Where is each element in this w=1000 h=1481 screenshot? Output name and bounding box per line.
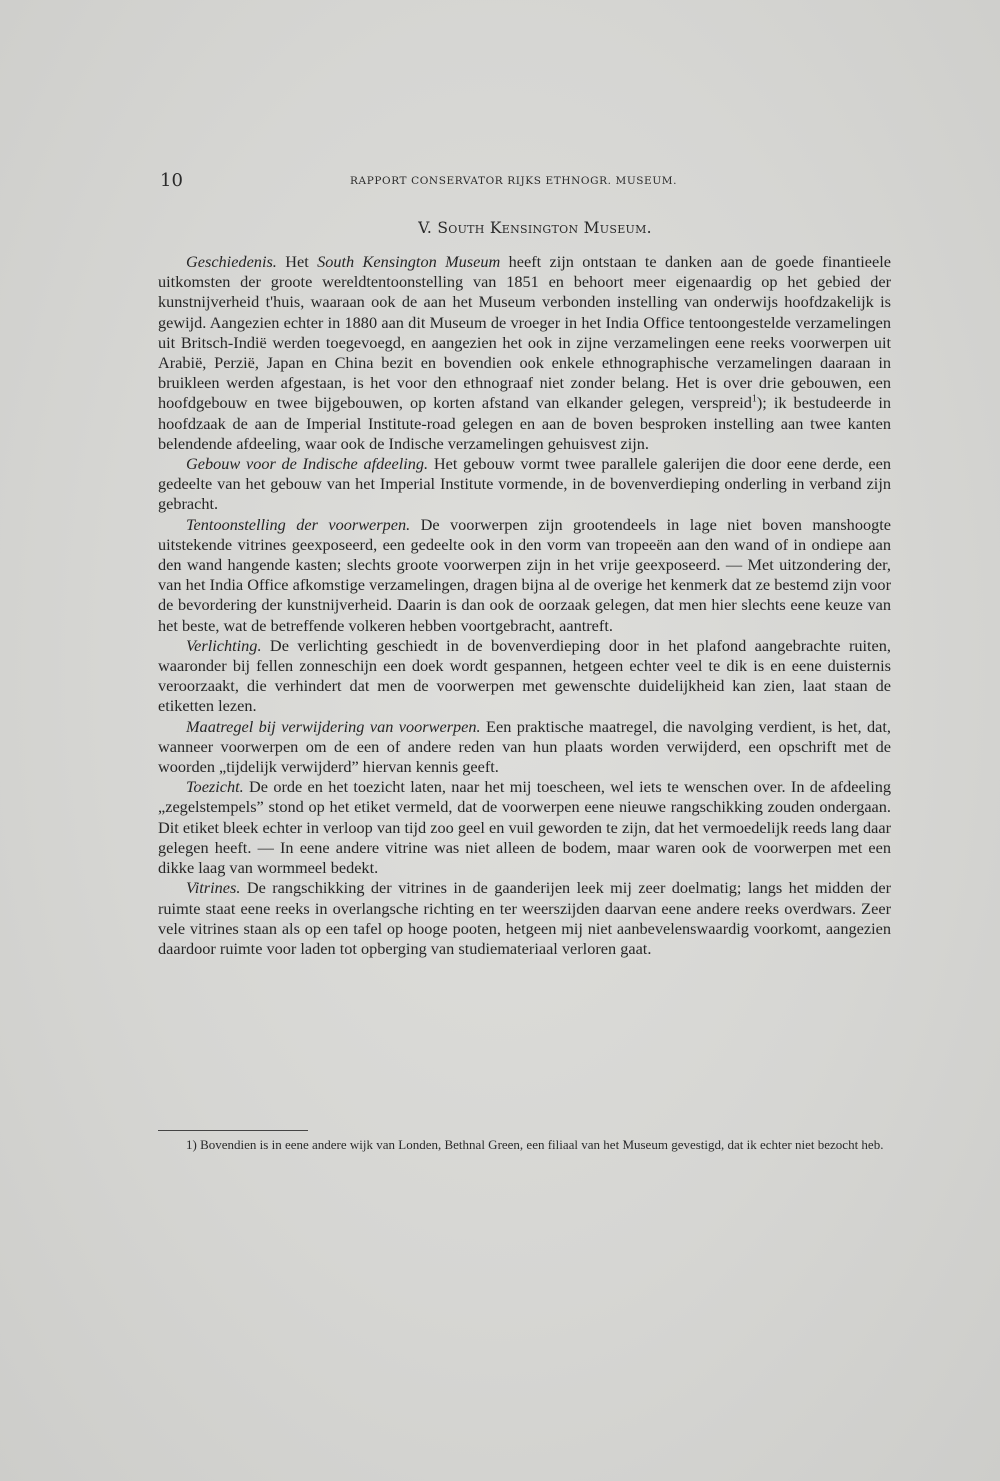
paragraph-text: Een praktische maatregel, die navolging verdient, is het, dat, wanneer voorwerpen om de een of andere reden van hun plaats worden verwijderd, een opschrift met de woorden „tijdelijk verwijderd” hiervan kennis geeft. [158,716,891,777]
paragraph-text: De orde en het toezicht laten, naar het mij toescheen, wel iets te wenschen over. In de afdeeling „zegelstempels” stond op het etiket vermeld, dat de voorwerpen eene nieuwe rangschikking zouden ondergaan. Dit etiket bleek echter in verloop van tijd zoo geel en vuil geworden te zijn, dat het vermoedelijk reeds lang daar gelegen heeft. — In eene andere vitrine was niet alleen de bodem, maar waren ook de voorwerpen met een dikke laag van wormmeel bedekt. [158,777,891,878]
footnote-reference[interactable]: 1 [751,394,757,405]
paragraph-vitrines [158,878,891,959]
paragraph-verlichting [158,636,891,717]
paragraph-lead: Tentoonstelling der voorwerpen. [186,514,411,534]
paragraph-lead: Geschiedenis. [186,252,277,271]
paragraph-text: ); ik bestudeerde in hoofdzaak de aan de Imperial Institute-road gelegen en aan de boven besproken instelling aan twee kanten belendende afdeeling, waar ook de Indische verzamelingen gehuisvest zijn. [158,393,892,453]
paragraph-text: De rangschikking der vitrines in de gaanderijen leek mij zeer doelmatig; langs het midden der ruimte staat eene reeks in overlangsche richting en ter weerszijden daarvan eene andere reeks overdwars. Zeer vele vitrines staan als op een tafel op hooge pooten, hetgeen mij niet aanbevelenswaardig voorkomt, aangezien daardoor ruimte voor laden tot opberging van studiemateriaal verloren gaat. [158,878,891,958]
paragraph-lead: Maatregel bij verwijdering van voorwerpen. [186,716,481,736]
paragraph-tentoonstelling [158,515,891,636]
paragraph-text: De verlichting geschiedt in de bovenverdieping door in het plafond aangebrachte ruiten, waaronder bij fellen zonneschijn een doek wordt gespannen, hetgeen echter veel te dik is en eene duisternis veroorzaakt, die verhindert dat men de voorwerpen met gewenschte duidelijkheid kan zien, laat staan de etiketten lezen. [158,635,891,716]
paragraph-lead: Verlichting. [186,635,262,655]
page-number: 10 [160,170,183,191]
paragraph-text: De voorwerpen zijn grootendeels in lage niet boven manshoogte uitstekende vitrines geexposeerd, een gedeelte ook in den vorm van tropeeën aan den wand of in ondiepe aan den wand hangende kasten; slechts groote voorwerpen zijn in het vrije geexposeerd. — Met uitzondering der, van het India Office afkomstige verzamelingen, dragen bijna al de overige het kenmerk dat ze bestemd zijn voor de bevordering der kunstnijverheid. Daarin is dan ook de oorzaak gelegen, dat men hier slechts eene keuze van het beste, wat de betreffende volkeren hebben voortgebracht, aantreft. [158,514,891,635]
footnote-divider [158,1130,308,1131]
body-text [158,252,891,959]
footnote-marker: 1) [186,1137,197,1152]
section-heading: V. South Kensington Museum. [418,219,652,237]
running-title: RAPPORT CONSERVATOR RIJKS ETHNOGR. MUSEUM. [350,175,678,187]
paragraph-maatregel [158,717,891,778]
museum-name: South Kensington Museum [317,252,501,271]
paragraph-gebouw [158,454,891,515]
paragraph-lead: Gebouw voor de Indische afdeeling. [186,454,429,474]
paragraph-text: Het [276,252,318,271]
paragraph-lead: Vitrines. [186,878,241,898]
footnote [158,1137,891,1153]
paragraph-text: heeft zijn ontstaan te danken aan de goede finantieele uitkomsten der groote wereldtentoonstelling van 1851 en behoort meer eigenaardig op het gebied der kunstnijverheid t'huis, waaraan ook de aan het Museum verbonden instelling van onderwijs hoofdzakelijk is gewijd. Aangezien echter in 1880 aan dit Museum de vroeger in het India Office tentoongestelde verzamelingen uit Britsch-Indië werden toegevoegd, en aangezien het ook in zijne verzamelingen eene reeks voorwerpen uit Arabië, Perzië, Japan en China bezit en bovendien ook enkele ethnographische verzamelingen daaraan in bruikleen werden afgestaan, is het voor den ethnograaf niet zonder belang. Het is over drie gebouwen, een hoofdgebouw en twee bijgebouwen, op korten afstand van elkander gelegen, verspreid [158,252,891,413]
paragraph-text: Het gebouw vormt twee parallele galerijen die door eene derde, een gedeelte van het gebouw van het Imperial Institute vormende, in de bovenverdieping onderling in verband zijn gebracht. [158,454,891,514]
paragraph-toezicht [158,777,891,878]
footnote-text: Bovendien is in eene andere wijk van Londen, Bethnal Green, een filiaal van het Museum gevestigd, dat ik echter niet bezocht heb. [196,1137,884,1152]
paragraph-lead: Toezicht. [186,777,244,797]
paragraph-geschiedenis [158,252,891,454]
running-head [160,170,890,194]
footnote-paragraph [158,1137,891,1153]
